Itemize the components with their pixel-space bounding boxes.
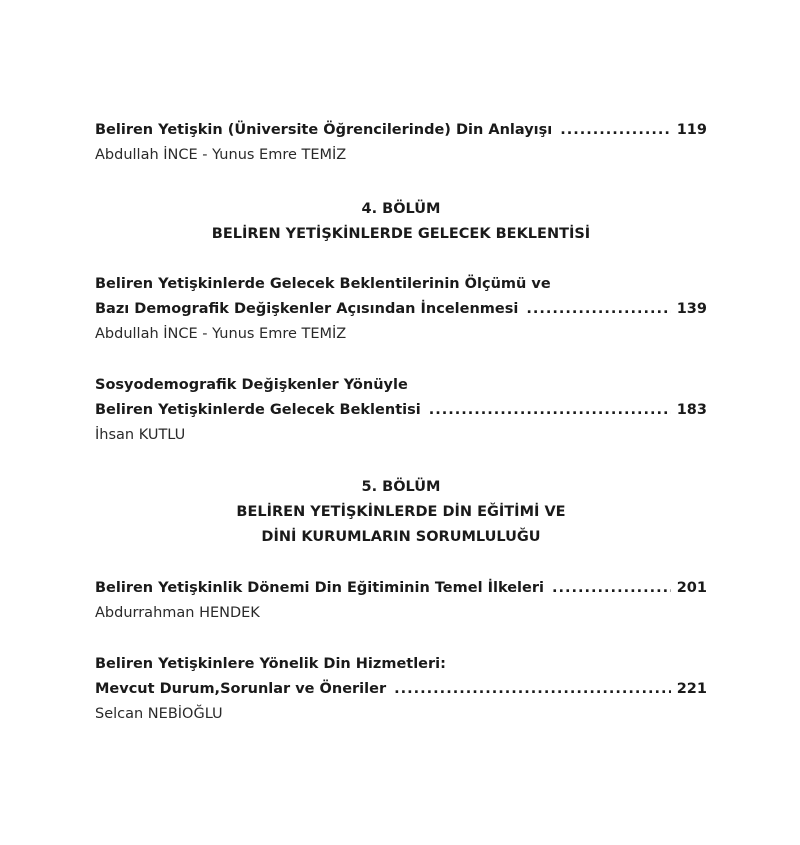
dot-leader bbox=[429, 398, 671, 423]
toc-entry-title-line bbox=[95, 272, 707, 297]
toc-entry-title: Beliren Yetişkinlerde Gelecek Beklentilerinin Ölçümü ve bbox=[95, 276, 551, 292]
dot-leader bbox=[526, 297, 670, 322]
section-heading bbox=[95, 475, 707, 550]
toc-entry-title-line bbox=[95, 398, 707, 423]
toc-entry-title: Beliren Yetişkin (Üniversite Öğrencilerinde) Din Anlayışı bbox=[95, 122, 553, 138]
toc-entry-title-line bbox=[95, 576, 707, 601]
section-number: 4. BÖLÜM bbox=[361, 201, 441, 217]
toc-entry bbox=[95, 272, 707, 347]
section-title: BELİREN YETİŞKİNLERDE GELECEK BEKLENTİSİ bbox=[211, 226, 591, 242]
toc-entry-title: Beliren Yetişkinlerde Gelecek Beklentisi bbox=[95, 402, 421, 418]
toc-entry-title: Beliren Yetişkinlere Yönelik Din Hizmetleri: bbox=[95, 656, 446, 672]
toc-entry bbox=[95, 373, 707, 448]
toc-page-number: 201 bbox=[676, 580, 707, 596]
toc-entry-author: Abdullah İNCE - Yunus Emre TEMİZ bbox=[95, 147, 347, 163]
toc-page-number: 183 bbox=[676, 402, 707, 418]
toc-entry-author: İhsan KUTLU bbox=[95, 427, 186, 443]
dot-leader bbox=[560, 118, 671, 143]
toc-entry-title: Sosyodemografik Değişkenler Yönüyle bbox=[95, 377, 408, 393]
toc-page bbox=[95, 0, 707, 845]
toc-page-number: 221 bbox=[676, 681, 707, 697]
dot-leader bbox=[552, 576, 671, 601]
section-number: 5. BÖLÜM bbox=[361, 479, 441, 495]
toc-entry bbox=[95, 652, 707, 727]
toc-entry-title-line bbox=[95, 118, 707, 143]
toc-entry bbox=[95, 118, 707, 168]
toc-entry bbox=[95, 576, 707, 626]
toc-entry-title-line bbox=[95, 677, 707, 702]
toc-page-number: 119 bbox=[676, 122, 707, 138]
toc-entry-author: Abdullah İNCE - Yunus Emre TEMİZ bbox=[95, 326, 347, 342]
toc-entry-title-line bbox=[95, 373, 707, 398]
toc-entry-author: Selcan NEBİOĞLU bbox=[95, 706, 223, 722]
toc-entry-title-line bbox=[95, 652, 707, 677]
toc-entry-title: Mevcut Durum,Sorunlar ve Öneriler bbox=[95, 681, 387, 697]
toc-entry-author: Abdurrahman HENDEK bbox=[95, 605, 260, 621]
dot-leader bbox=[394, 677, 671, 702]
toc-entry-title: Bazı Demografik Değişkenler Açısından İncelenmesi bbox=[95, 301, 519, 317]
toc-entry-title: Beliren Yetişkinlik Dönemi Din Eğitiminin Temel İlkeleri bbox=[95, 580, 544, 596]
toc-entry-title-line bbox=[95, 297, 707, 322]
section-heading bbox=[95, 197, 707, 247]
toc-page-number: 139 bbox=[676, 301, 707, 317]
section-title: DİNİ KURUMLARIN SORUMLULUĞU bbox=[261, 529, 541, 545]
section-title: BELİREN YETİŞKİNLERDE DİN EĞİTİMİ VE bbox=[236, 504, 566, 520]
